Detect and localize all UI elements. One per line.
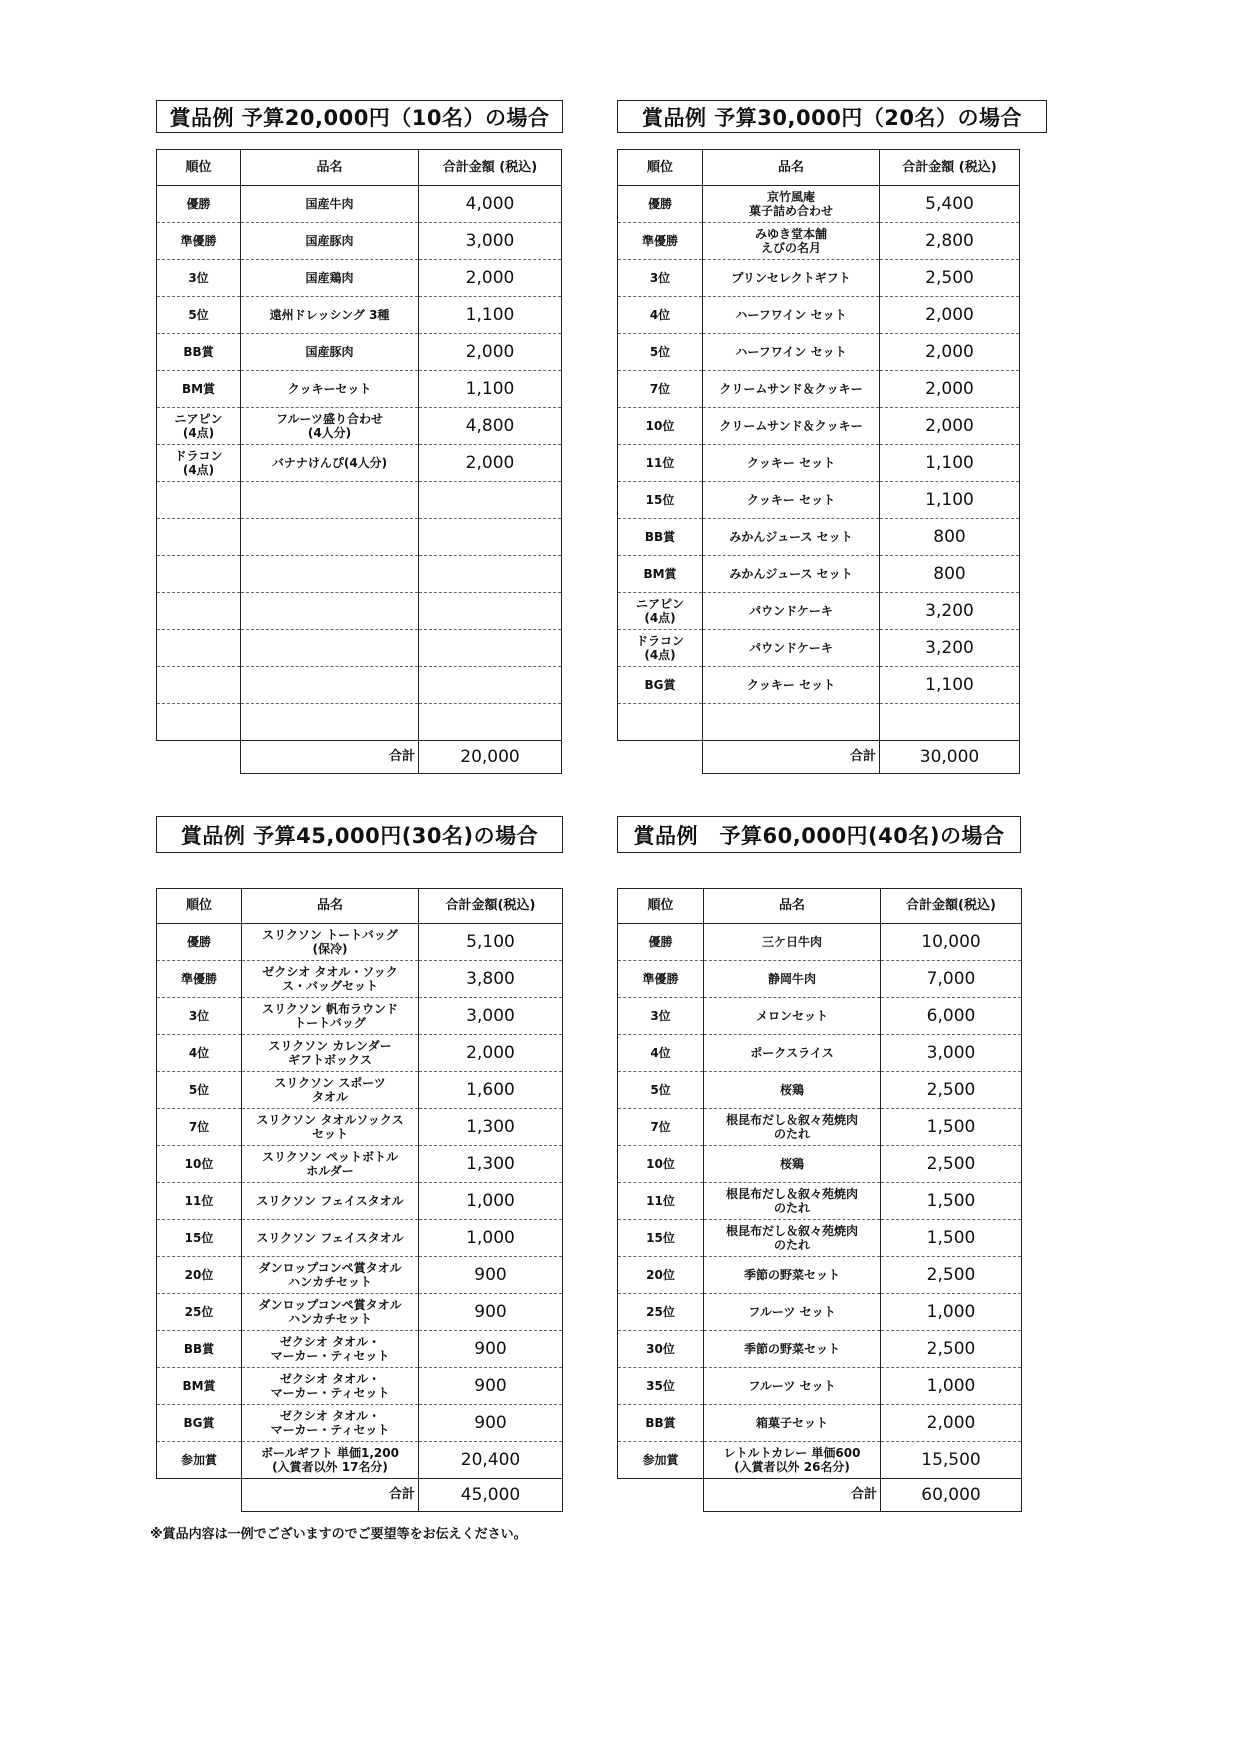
amount-cell: [419, 556, 562, 593]
table-row: [618, 593, 1020, 630]
amount-cell: 2,800: [880, 223, 1020, 260]
rank-cell: 10位: [157, 1146, 242, 1183]
item-cell: スリクソン 帆布ラウンド トートバッグ: [242, 998, 419, 1035]
table-title-budget-30000: 賞品例 予算30,000円（20名）の場合: [617, 100, 1047, 133]
item-cell: パウンドケーキ: [703, 593, 880, 630]
item-cell: ダンロップコンペ賞タオル ハンカチセット: [242, 1294, 419, 1331]
table-row: [618, 260, 1020, 297]
item-cell: 京竹風庵 菓子詰め合わせ: [703, 186, 880, 223]
amount-cell: 2,000: [419, 445, 562, 482]
amount-cell: 1,100: [880, 667, 1020, 704]
table-row: [618, 1294, 1022, 1331]
table-row: [157, 1146, 563, 1183]
rank-cell: 優勝: [157, 924, 242, 961]
item-cell: フルーツ セット: [704, 1368, 881, 1405]
rank-cell: ドラコン (4点): [618, 630, 703, 667]
table-row: [157, 1368, 563, 1405]
prize-table-budget-30000: [617, 149, 1020, 774]
table-row: [618, 1146, 1022, 1183]
item-cell: [241, 556, 419, 593]
item-cell: クッキー セット: [703, 667, 880, 704]
amount-cell: 2,500: [880, 260, 1020, 297]
amount-cell: 1,000: [419, 1220, 563, 1257]
rank-cell: 優勝: [157, 186, 241, 223]
table-row: [618, 630, 1020, 667]
item-cell: ダンロップコンペ賞タオル ハンカチセット: [242, 1257, 419, 1294]
total-spacer: [157, 1479, 242, 1512]
amount-cell: 800: [880, 556, 1020, 593]
rank-cell: 25位: [618, 1294, 704, 1331]
amount-cell: 20,400: [419, 1442, 563, 1479]
table-row: [618, 186, 1020, 223]
amount-cell: 4,000: [419, 186, 562, 223]
table-row: [618, 556, 1020, 593]
total-amount: 20,000: [419, 741, 562, 774]
item-cell: [703, 704, 880, 741]
amount-cell: 3,200: [880, 593, 1020, 630]
rank-cell: 準優勝: [618, 223, 703, 260]
rank-cell: 11位: [618, 1183, 704, 1220]
table-row: [157, 556, 562, 593]
rank-cell: BB賞: [618, 519, 703, 556]
table-row: [618, 371, 1020, 408]
total-label: 合計: [242, 1479, 419, 1512]
amount-header: 合計金額(税込): [419, 889, 563, 924]
amount-cell: 900: [419, 1294, 563, 1331]
rank-cell: [157, 704, 241, 741]
item-cell: クッキーセット: [241, 371, 419, 408]
rank-cell: 5位: [157, 1072, 242, 1109]
amount-cell: [880, 704, 1020, 741]
item-cell: ハーフワイン セット: [703, 297, 880, 334]
item-cell: クッキー セット: [703, 445, 880, 482]
rank-cell: BM賞: [157, 371, 241, 408]
rank-cell: 優勝: [618, 186, 703, 223]
amount-cell: [419, 704, 562, 741]
table-row: [157, 445, 562, 482]
item-cell: [241, 519, 419, 556]
item-cell: スリクソン スポーツ タオル: [242, 1072, 419, 1109]
table-row: [618, 961, 1022, 998]
amount-cell: 1,300: [419, 1109, 563, 1146]
amount-cell: 5,100: [419, 924, 563, 961]
rank-cell: BM賞: [157, 1368, 242, 1405]
amount-cell: 5,400: [880, 186, 1020, 223]
item-cell: 静岡牛肉: [704, 961, 881, 998]
table-header-row: [157, 889, 563, 924]
amount-cell: 2,000: [419, 1035, 563, 1072]
rank-cell: [157, 519, 241, 556]
rank-cell: BB賞: [618, 1405, 704, 1442]
amount-cell: 2,500: [881, 1331, 1022, 1368]
table-row: [618, 667, 1020, 704]
item-cell: クッキー セット: [703, 482, 880, 519]
table-row: [618, 482, 1020, 519]
amount-header: 合計金額 (税込): [419, 150, 562, 186]
total-amount: 60,000: [881, 1479, 1022, 1512]
total-amount: 45,000: [419, 1479, 563, 1512]
amount-cell: 3,800: [419, 961, 563, 998]
table-row: [157, 482, 562, 519]
table-header-row: [618, 889, 1022, 924]
rank-cell: BB賞: [157, 1331, 242, 1368]
table-row: [157, 1331, 563, 1368]
rank-cell: [157, 667, 241, 704]
amount-cell: 1,100: [419, 371, 562, 408]
rank-cell: 15位: [618, 482, 703, 519]
amount-cell: 2,000: [880, 297, 1020, 334]
rank-cell: 4位: [157, 1035, 242, 1072]
total-row: [157, 741, 562, 774]
rank-cell: 3位: [157, 998, 242, 1035]
table-row: [157, 704, 562, 741]
rank-cell: BM賞: [618, 556, 703, 593]
item-cell: [241, 667, 419, 704]
amount-cell: 1,100: [419, 297, 562, 334]
table-row: [618, 445, 1020, 482]
rank-cell: 準優勝: [618, 961, 704, 998]
amount-cell: [419, 667, 562, 704]
amount-cell: 2,000: [880, 334, 1020, 371]
table-row: [618, 704, 1020, 741]
rank-cell: [157, 482, 241, 519]
table-row: [157, 667, 562, 704]
rank-cell: 3位: [157, 260, 241, 297]
table-row: [618, 1368, 1022, 1405]
item-cell: ゼクシオ タオル・ マーカー・ティセット: [242, 1368, 419, 1405]
item-cell: 国産豚肉: [241, 334, 419, 371]
table-row: [157, 1294, 563, 1331]
amount-header: 合計金額(税込): [881, 889, 1022, 924]
table-row: [618, 408, 1020, 445]
table-row: [157, 1405, 563, 1442]
table-title-budget-45000: 賞品例 予算45,000円(30名)の場合: [156, 816, 563, 853]
table-row: [157, 1220, 563, 1257]
table-row: [157, 1109, 563, 1146]
rank-cell: ニアピン (4点): [157, 408, 241, 445]
amount-cell: 1,500: [881, 1220, 1022, 1257]
table-row: [157, 519, 562, 556]
amount-cell: 1,100: [880, 482, 1020, 519]
item-cell: プリンセレクトギフト: [703, 260, 880, 297]
table-row: [157, 1442, 563, 1479]
table-row: [157, 630, 562, 667]
amount-cell: 1,500: [881, 1109, 1022, 1146]
rank-cell: 15位: [157, 1220, 242, 1257]
item-cell: 根昆布だし＆叙々苑焼肉 のたれ: [704, 1183, 881, 1220]
table-title-budget-60000: 賞品例 予算60,000円(40名)の場合: [617, 816, 1021, 853]
table-row: [618, 924, 1022, 961]
rank-cell: 5位: [618, 1072, 704, 1109]
rank-cell: 3位: [618, 998, 704, 1035]
table-row: [618, 1331, 1022, 1368]
item-cell: みゆき堂本舗 えびの名月: [703, 223, 880, 260]
total-row: [157, 1479, 563, 1512]
item-cell: ゼクシオ タオル・ソック ス・バッグセット: [242, 961, 419, 998]
item-cell: 国産牛肉: [241, 186, 419, 223]
amount-cell: 1,600: [419, 1072, 563, 1109]
total-row: [618, 1479, 1022, 1512]
total-amount: 30,000: [880, 741, 1020, 774]
table-row: [157, 998, 563, 1035]
table-row: [157, 1257, 563, 1294]
item-cell: 国産鶏肉: [241, 260, 419, 297]
item-header: 品名: [703, 150, 880, 186]
amount-cell: 3,200: [880, 630, 1020, 667]
amount-cell: 2,500: [881, 1072, 1022, 1109]
item-cell: ゼクシオ タオル・ マーカー・ティセット: [242, 1405, 419, 1442]
amount-cell: 1,300: [419, 1146, 563, 1183]
total-spacer: [157, 741, 241, 774]
item-cell: 季節の野菜セット: [704, 1331, 881, 1368]
amount-cell: 3,000: [419, 998, 563, 1035]
amount-cell: 1,500: [881, 1183, 1022, 1220]
table-row: [157, 1035, 563, 1072]
rank-cell: 参加賞: [157, 1442, 242, 1479]
table-row: [618, 1109, 1022, 1146]
rank-cell: [157, 630, 241, 667]
amount-cell: [419, 519, 562, 556]
rank-cell: BG賞: [157, 1405, 242, 1442]
item-cell: ゼクシオ タオル・ マーカー・ティセット: [242, 1331, 419, 1368]
item-cell: スリクソン カレンダー ギフトボックス: [242, 1035, 419, 1072]
table-row: [618, 1220, 1022, 1257]
amount-cell: 2,500: [881, 1257, 1022, 1294]
amount-cell: 900: [419, 1257, 563, 1294]
table-row: [157, 408, 562, 445]
item-cell: みかんジュース セット: [703, 556, 880, 593]
total-label: 合計: [704, 1479, 881, 1512]
total-spacer: [618, 1479, 704, 1512]
table-row: [157, 1072, 563, 1109]
table-title-budget-20000: 賞品例 予算20,000円（10名）の場合: [156, 100, 563, 133]
item-cell: メロンセット: [704, 998, 881, 1035]
rank-cell: ニアピン (4点): [618, 593, 703, 630]
table-row: [157, 186, 562, 223]
table-row: [618, 1257, 1022, 1294]
item-cell: ハーフワイン セット: [703, 334, 880, 371]
table-row: [157, 924, 563, 961]
rank-cell: 5位: [618, 334, 703, 371]
footnote: ※賞品内容は一例でございますのでご要望等をお伝えください。: [150, 1527, 527, 1542]
rank-cell: 10位: [618, 408, 703, 445]
amount-header: 合計金額 (税込): [880, 150, 1020, 186]
rank-cell: 4位: [618, 1035, 704, 1072]
rank-cell: [618, 704, 703, 741]
amount-cell: 1,100: [880, 445, 1020, 482]
rank-header: 順位: [618, 889, 704, 924]
item-cell: フルーツ盛り合わせ (4人分): [241, 408, 419, 445]
total-label: 合計: [703, 741, 880, 774]
item-cell: レトルトカレー 単価600 (入賞者以外 26名分): [704, 1442, 881, 1479]
item-cell: 季節の野菜セット: [704, 1257, 881, 1294]
item-cell: スリクソン フェイスタオル: [242, 1220, 419, 1257]
prize-table-budget-60000: [617, 888, 1022, 1512]
rank-cell: 準優勝: [157, 223, 241, 260]
table-row: [618, 1035, 1022, 1072]
rank-cell: 4位: [618, 297, 703, 334]
item-cell: ポークスライス: [704, 1035, 881, 1072]
item-cell: スリクソン トートバッグ (保冷): [242, 924, 419, 961]
amount-cell: 2,500: [881, 1146, 1022, 1183]
amount-cell: 15,500: [881, 1442, 1022, 1479]
item-cell: バナナけんぴ(4人分): [241, 445, 419, 482]
amount-cell: 3,000: [419, 223, 562, 260]
item-cell: フルーツ セット: [704, 1294, 881, 1331]
amount-cell: 10,000: [881, 924, 1022, 961]
table-row: [157, 371, 562, 408]
rank-cell: 35位: [618, 1368, 704, 1405]
rank-cell: BB賞: [157, 334, 241, 371]
total-row: [618, 741, 1020, 774]
table-header-row: [618, 150, 1020, 186]
table-row: [618, 998, 1022, 1035]
rank-cell: 7位: [618, 371, 703, 408]
table-row: [157, 223, 562, 260]
item-header: 品名: [242, 889, 419, 924]
rank-cell: 7位: [157, 1109, 242, 1146]
rank-cell: 15位: [618, 1220, 704, 1257]
rank-cell: ドラコン (4点): [157, 445, 241, 482]
prize-table-budget-45000: [156, 888, 563, 1512]
rank-cell: 5位: [157, 297, 241, 334]
amount-cell: 2,000: [881, 1405, 1022, 1442]
item-cell: 根昆布だし＆叙々苑焼肉 のたれ: [704, 1220, 881, 1257]
rank-cell: 7位: [618, 1109, 704, 1146]
rank-cell: 優勝: [618, 924, 704, 961]
rank-cell: 20位: [157, 1257, 242, 1294]
amount-cell: 800: [880, 519, 1020, 556]
item-cell: スリクソン フェイスタオル: [242, 1183, 419, 1220]
amount-cell: 7,000: [881, 961, 1022, 998]
rank-cell: 3位: [618, 260, 703, 297]
item-cell: 遠州ドレッシング 3種: [241, 297, 419, 334]
item-cell: 桜鶏: [704, 1146, 881, 1183]
rank-cell: BG賞: [618, 667, 703, 704]
item-cell: 根昆布だし＆叙々苑焼肉 のたれ: [704, 1109, 881, 1146]
rank-header: 順位: [157, 150, 241, 186]
rank-header: 順位: [618, 150, 703, 186]
item-cell: ボールギフト 単価1,200 (入賞者以外 17名分): [242, 1442, 419, 1479]
table-row: [618, 223, 1020, 260]
table-row: [157, 961, 563, 998]
rank-cell: [157, 556, 241, 593]
item-cell: [241, 593, 419, 630]
item-cell: [241, 630, 419, 667]
rank-cell: 20位: [618, 1257, 704, 1294]
item-cell: クリームサンド＆クッキー: [703, 408, 880, 445]
amount-cell: 4,800: [419, 408, 562, 445]
item-header: 品名: [241, 150, 419, 186]
item-cell: 三ケ日牛肉: [704, 924, 881, 961]
rank-cell: 25位: [157, 1294, 242, 1331]
table-row: [618, 1442, 1022, 1479]
item-cell: パウンドケーキ: [703, 630, 880, 667]
prize-table-budget-20000: [156, 149, 562, 774]
table-row: [157, 260, 562, 297]
amount-cell: 900: [419, 1331, 563, 1368]
amount-cell: 1,000: [419, 1183, 563, 1220]
table-row: [157, 334, 562, 371]
item-header: 品名: [704, 889, 881, 924]
item-cell: 桜鶏: [704, 1072, 881, 1109]
rank-cell: 準優勝: [157, 961, 242, 998]
amount-cell: [419, 630, 562, 667]
table-row: [618, 1183, 1022, 1220]
table-header-row: [157, 150, 562, 186]
rank-cell: 11位: [618, 445, 703, 482]
table-row: [618, 334, 1020, 371]
item-cell: 箱菓子セット: [704, 1405, 881, 1442]
item-cell: みかんジュース セット: [703, 519, 880, 556]
rank-cell: 11位: [157, 1183, 242, 1220]
table-row: [157, 593, 562, 630]
rank-cell: 参加賞: [618, 1442, 704, 1479]
rank-cell: 30位: [618, 1331, 704, 1368]
amount-cell: [419, 593, 562, 630]
item-cell: スリクソン ペットボトル ホルダー: [242, 1146, 419, 1183]
item-cell: クリームサンド＆クッキー: [703, 371, 880, 408]
amount-cell: 6,000: [881, 998, 1022, 1035]
amount-cell: 2,000: [419, 334, 562, 371]
amount-cell: 2,000: [880, 408, 1020, 445]
item-cell: 国産豚肉: [241, 223, 419, 260]
amount-cell: 1,000: [881, 1368, 1022, 1405]
amount-cell: 900: [419, 1405, 563, 1442]
amount-cell: 2,000: [419, 260, 562, 297]
amount-cell: 2,000: [880, 371, 1020, 408]
item-cell: [241, 482, 419, 519]
total-spacer: [618, 741, 703, 774]
amount-cell: 1,000: [881, 1294, 1022, 1331]
item-cell: [241, 704, 419, 741]
item-cell: スリクソン タオルソックス セット: [242, 1109, 419, 1146]
total-label: 合計: [241, 741, 419, 774]
table-row: [618, 297, 1020, 334]
amount-cell: 900: [419, 1368, 563, 1405]
amount-cell: 3,000: [881, 1035, 1022, 1072]
amount-cell: [419, 482, 562, 519]
rank-header: 順位: [157, 889, 242, 924]
rank-cell: [157, 593, 241, 630]
table-row: [618, 1405, 1022, 1442]
table-row: [618, 519, 1020, 556]
table-row: [618, 1072, 1022, 1109]
table-row: [157, 297, 562, 334]
table-row: [157, 1183, 563, 1220]
rank-cell: 10位: [618, 1146, 704, 1183]
